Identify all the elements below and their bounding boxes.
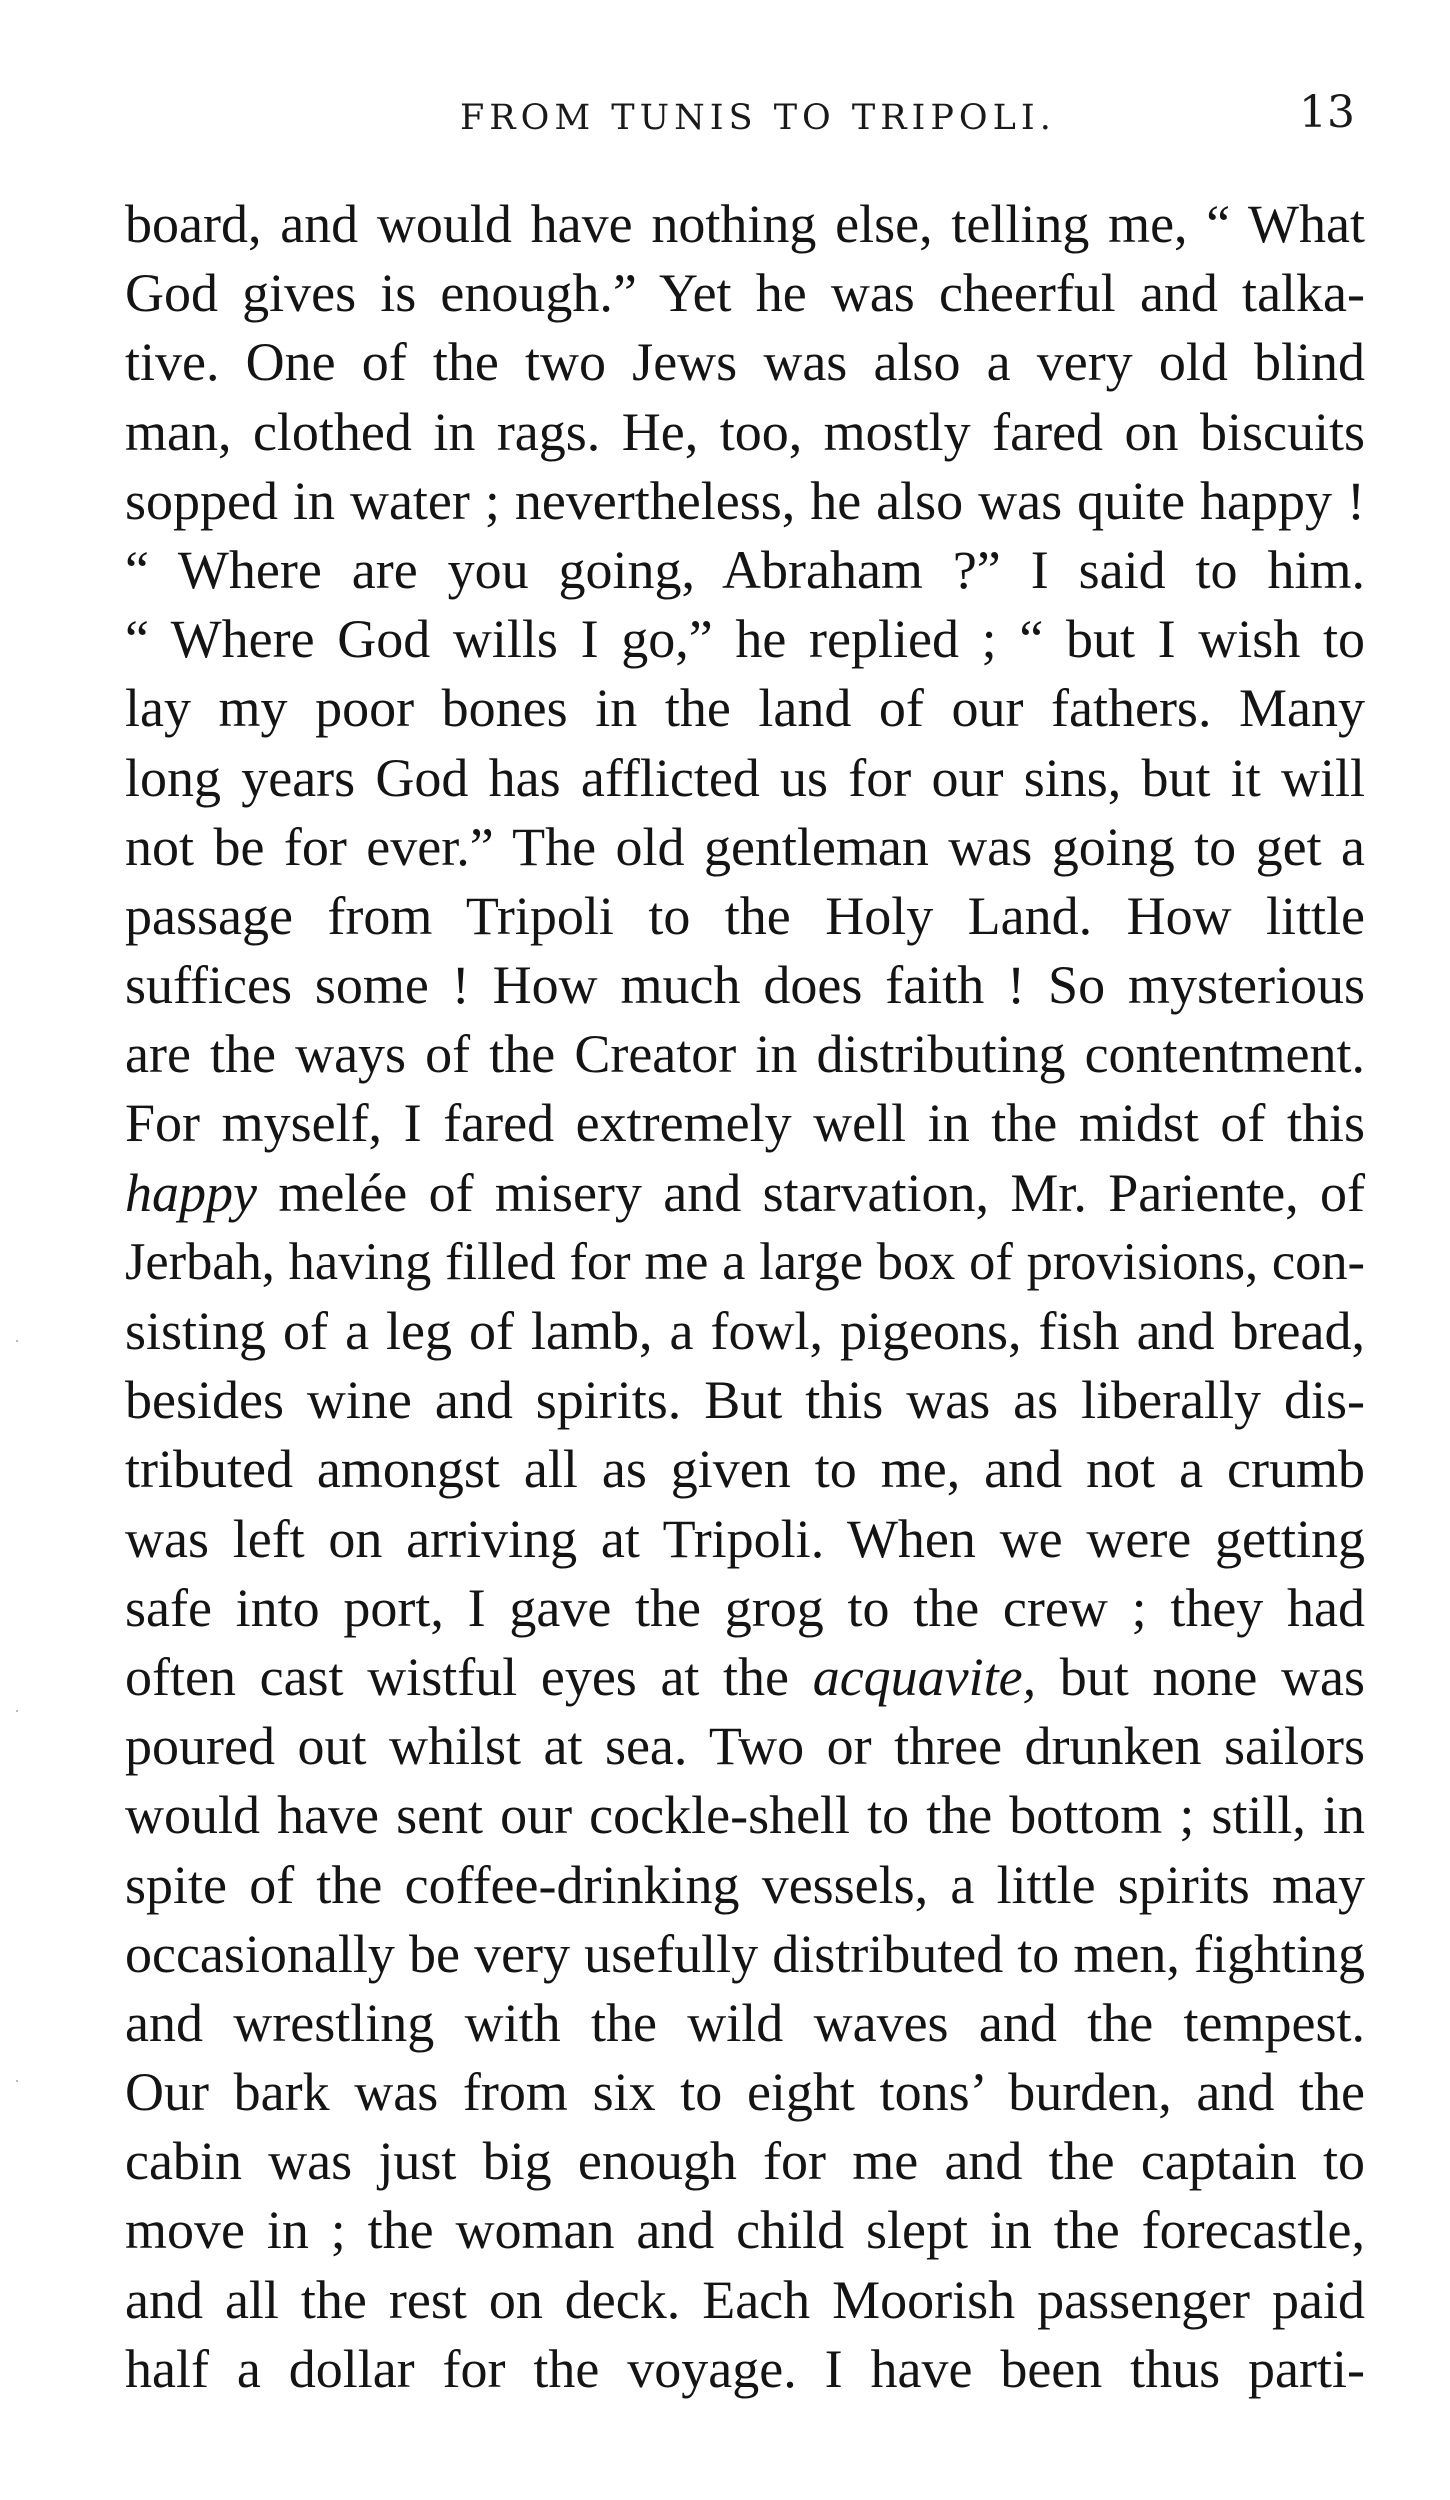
text-run: man, clothed in rags. He, too, mostly fared on biscuits <box>125 401 1365 462</box>
text-line <box>125 2335 1365 2404</box>
text-run: board, and would have nothing else, telling me, “ What <box>125 194 1365 254</box>
text-run: are the ways of the Creator in distributing contentment. <box>125 1024 1365 1085</box>
text-run: For myself, I fared extremely well in the midst of this <box>125 1093 1365 1154</box>
text-line <box>125 1228 1365 1297</box>
text-line <box>125 1435 1365 1504</box>
text-run: half a dollar for the voyage. I have been thus parti- <box>125 2338 1365 2399</box>
text-run: God gives is enough.” Yet he was cheerful and talka- <box>125 263 1365 324</box>
text-line <box>125 1920 1365 1989</box>
text-line <box>125 190 1365 259</box>
text-line <box>125 1089 1365 1158</box>
text-line <box>125 328 1365 397</box>
text-run: cabin was just big enough for me and the captain to <box>125 2131 1365 2192</box>
text-run: would have sent our cockle-shell to the bottom ; still, in <box>125 1785 1365 1846</box>
text-run: but none was <box>1036 1646 1365 1707</box>
text-line <box>125 1851 1365 1920</box>
text-line <box>125 1989 1365 2058</box>
text-run: tive. One of the two Jews was also a very old blind <box>125 332 1365 393</box>
text-line <box>125 536 1365 605</box>
text-line <box>125 2127 1365 2196</box>
text-line <box>125 1020 1365 1089</box>
text-run: “ Where God wills I go,” he replied ; “ but I wish to <box>125 609 1365 670</box>
text-line <box>125 2196 1365 2265</box>
text-run: poured out whilst at sea. Two or three drunken sailors <box>125 1716 1365 1777</box>
text-run: besides wine and spirits. But this was as liberally dis- <box>125 1370 1365 1431</box>
italic-phrase: happy <box>125 1162 257 1223</box>
text-line <box>125 744 1365 813</box>
margin-speck <box>16 2080 18 2082</box>
text-line <box>125 1505 1365 1574</box>
page-number: 13 <box>1299 87 1355 138</box>
text-run: was left on arriving at Tripoli. When we were getting <box>125 1508 1365 1569</box>
text-line <box>125 882 1365 951</box>
text-run: occasionally be very usefully distributed to men, fighting <box>125 1923 1365 1984</box>
text-run: not be for ever.” The old gentleman was going to get a <box>125 816 1365 877</box>
text-line <box>125 2266 1365 2335</box>
text-run: spite of the coffee-drinking vessels, a little spirits may <box>125 1854 1365 1915</box>
running-title: FROM TUNIS TO TRIPOLI. <box>460 98 1056 138</box>
text-line <box>125 2058 1365 2127</box>
text-line <box>125 1297 1365 1366</box>
text-run: safe into port, I gave the grog to the crew ; they had <box>125 1577 1365 1638</box>
text-run: tributed amongst all as given to me, and not a crumb <box>125 1439 1365 1500</box>
text-line <box>125 1574 1365 1643</box>
text-line <box>125 1366 1365 1435</box>
italic-phrase: acquavite, <box>812 1646 1037 1707</box>
text-run: long years God has afflicted us for our sins, but it will <box>125 747 1365 808</box>
text-line <box>125 398 1365 467</box>
text-run: move in ; the woman and child slept in the forecastle, <box>125 2200 1365 2261</box>
text-run: melée of misery and starvation, Mr. Pariente, of <box>256 1162 1365 1223</box>
text-run: lay my poor bones in the land of our fathers. Many <box>125 678 1365 739</box>
margin-speck <box>16 1710 18 1712</box>
text-run: passage from Tripoli to the Holy Land. How little <box>125 885 1365 946</box>
text-run: and all the rest on deck. Each Moorish passenger paid <box>125 2269 1365 2330</box>
text-run: sopped in water ; nevertheless, he also was quite happy ! <box>125 470 1365 531</box>
text-run: sisting of a leg of lamb, a fowl, pigeons, fish and bread, <box>125 1301 1365 1361</box>
text-line <box>125 951 1365 1020</box>
text-line <box>125 605 1365 674</box>
text-line <box>125 1643 1365 1712</box>
text-run: “ Where are you going, Abraham ?” I said to him. <box>125 539 1365 600</box>
margin-speck <box>16 1340 18 1342</box>
text-line <box>125 1159 1365 1228</box>
running-head <box>0 88 1450 148</box>
text-line <box>125 467 1365 536</box>
text-line <box>125 813 1365 882</box>
text-run: suffices some ! How much does faith ! So mysterious <box>125 955 1365 1016</box>
text-run: often cast wistful eyes at the <box>125 1646 813 1707</box>
text-line <box>125 1712 1365 1781</box>
text-line <box>125 674 1365 743</box>
text-line <box>125 1781 1365 1850</box>
text-run: Our bark was from six to eight tons’ burden, and the <box>125 2062 1365 2123</box>
body-text <box>125 190 1365 2404</box>
text-run: and wrestling with the wild waves and the tempest. <box>125 1992 1365 2053</box>
text-run: Jerbah, having filled for me a large box of provisions, con- <box>125 1232 1365 1291</box>
text-line <box>125 259 1365 328</box>
